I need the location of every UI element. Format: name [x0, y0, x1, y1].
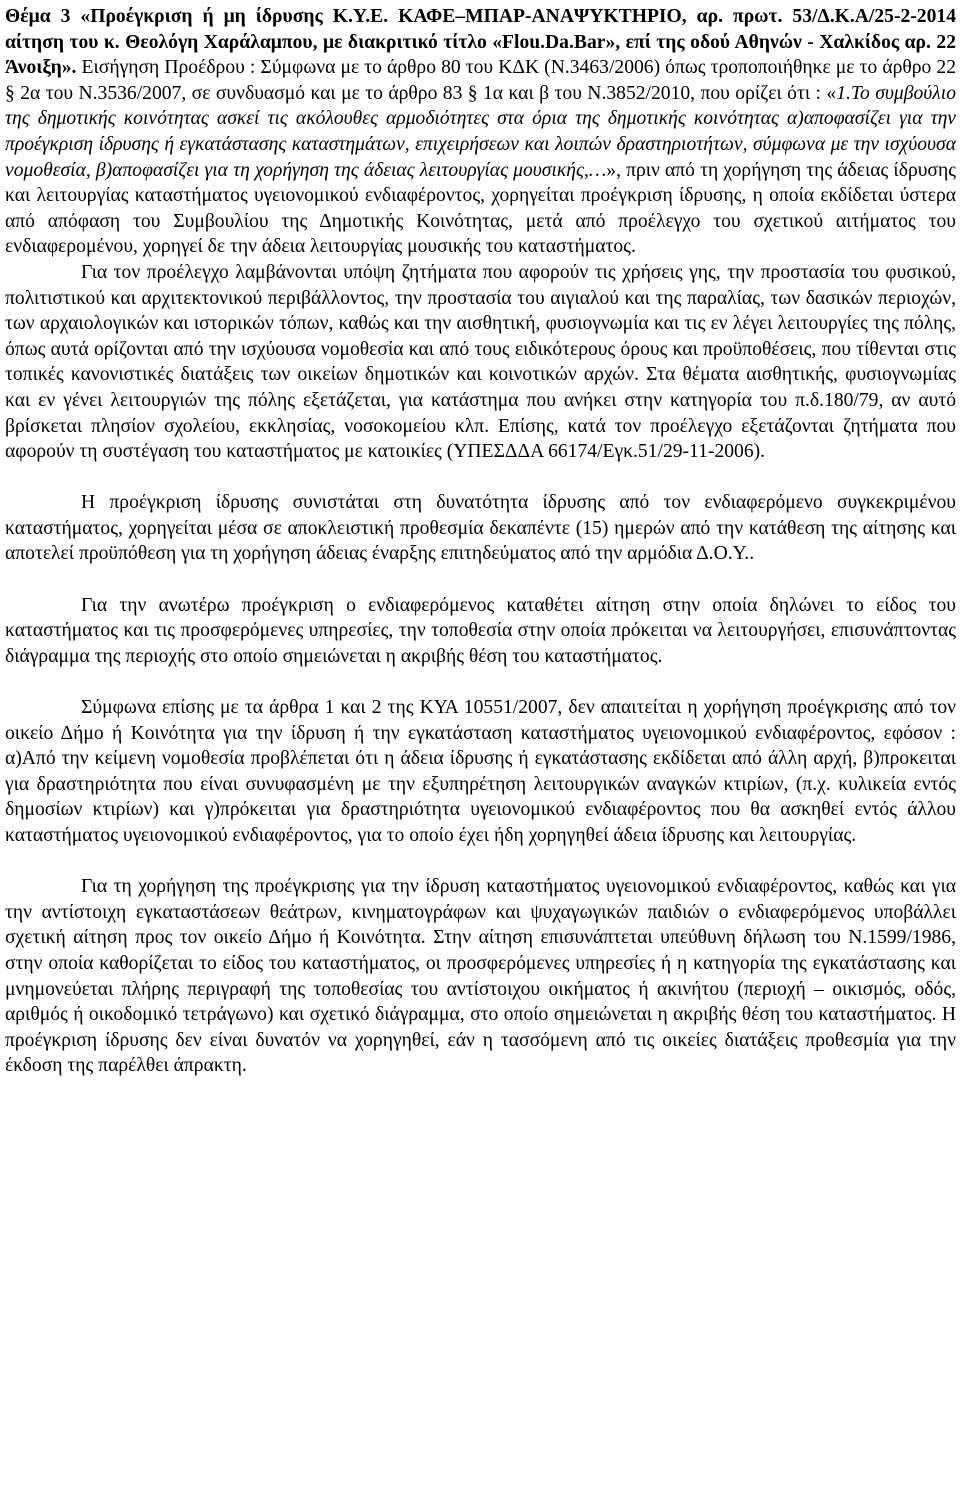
paragraph-application-requirements: Για τη χορήγηση της προέγκρισης για την ίδρυση καταστήματος υγειονομικού ενδιαφέροντος, καθώς και για την αντίστοιχη εγκαταστάσεων θεάτρων, κινηματογράφων και ψυχαγωγικών παιδιών ο ενδιαφερόμενος υποβάλλει σχετική αίτηση προς τον οικείο Δήμο ή Κοινότητα. Στην αίτηση επισυνάπτεται υπεύθυνη δήλωση του Ν.1599/1986, στην οποία καθορίζεται το είδος του καταστήματος, οι προσφερόμενες υπηρεσίες ή η κατηγορία της εγκατάστασης και μνημονεύεται πλήρης περιγραφή της τοποθεσίας του αντίστοιχου οικήματος ή ακινήτου (περιοχή – οικισμός, οδός, αριθμός ή οικοδομικό τετράγωνο) και σχετικό διάγραμμα, στο οποίο σημειώνεται η ακριβής θέση του καταστήματος. Η προέγκριση ίδρυσης δεν είναι δυνατόν να χορηγηθεί, εάν η τασσόμενη από τις οικείες διατάξεις προθεσμία για την έκδοση της παρέλθει άπρακτη.	[5, 876, 956, 1077]
paragraph-spacer	[5, 465, 956, 491]
paragraph-application-filing: Για την ανωτέρω προέγκριση ο ενδιαφερόμενος καταθέτει αίτηση στην οποία δηλώνει το είδος του καταστήματος και τις προσφερόμενες υπηρεσίες, την τοποθεσία στην οποία πρόκειται να λειτουργήσει, επισυνάπτοντας διάγραμμα της περιοχής στο οποίο σημειώνεται η ακριβής θέση του καταστήματος.	[5, 594, 956, 667]
intro-text: Εισήγηση Προέδρου : Σύμφωνα με το άρθρο 80 του ΚΔΚ (Ν.3463/2006) όπως τροποποιήθηκε με το άρθρο 22 § 2α του Ν.3536/2007, σε συνδυασμό και με το άρθρο 83 § 1α και β του Ν.3852/2010, που ορίζει ότι : «	[5, 57, 956, 104]
quoted-law-text: 1.Το συμβούλιο της δημοτικής κοινότητας ασκεί τις ακόλουθες αρμοδιότητες στα όρια της δημοτικής κοινότητας α)αποφασίζει για την προέγκριση ίδρυσης ή εγκατάστασης καταστημάτων, επιχειρήσεων και λοιπών δραστηριοτήτων, σύμφωνα με την ισχύουσα νομοθεσία, β)αποφασίζει για τη χορήγηση της άδειας λειτουργίας μουσικής,…	[5, 82, 956, 181]
paragraph-exemptions: Σύμφωνα επίσης με τα άρθρα 1 και 2 της ΚΥΑ 10551/2007, δεν απαιτείται η χορήγηση προέγκρισης από τον οικείο Δήμο ή Κοινότητα για την ίδρυση ή την εγκατάσταση καταστήματος υγειονομικού ενδιαφέροντος, εφόσον : α)Από την κείμενη νομοθεσία προβλέπεται ότι η άδεια ίδρυσης ή εγκατάστασης εκδίδεται από άλλη αρχή, β)προκειται για δραστηριότητα που είναι συνυφασμένη με την εξυπηρέτηση λειτουργικών αναγκών κτιρίων, (π.χ. κυλικεία εντός δημοσίων κτιρίων) και γ)πρόκειται για δραστηριότητα υγειονομικού ενδιαφέροντος που θα ασκηθεί εντός άλλου καταστήματος υγειονομικού ενδιαφέροντος, για το οποίο έχει ήδη χορηγηθεί άδεια ίδρυσης και λειτουργίας.	[5, 697, 956, 846]
paragraph-preapproval-definition: Η προέγκριση ίδρυσης συνιστάται στη δυνατότητα ίδρυσης από τον ενδιαφερόμενο συγκεκριμένου καταστήματος, χορηγείται μέσα σε αποκλειστική προθεσμία δεκαπέντε (15) ημερών από την κατάθεση της αίτησης και αποτελεί προϋπόθεση για τη χορήγηση άδειας έναρξης επιτηδεύματος από την αρμόδια Δ.Ο.Υ..	[5, 492, 956, 565]
subject-title: Θέμα 3 «Προέγκριση ή μη ίδρυσης Κ.Υ.Ε. ΚΑΦΕ–ΜΠΑΡ-ΑΝΑΨΥΚΤΗΡΙΟ, αρ. πρωτ. 53/Δ.Κ.Α/25-2-2014 αίτηση του κ. Θεολόγη Χαράλαμπου, με διακριτικό τίτλο «Flou.Da.Bar», επί της οδού Αθηνών - Χαλκίδος αρ. 22 Άνοιξη».	[5, 6, 956, 79]
paragraph-spacer	[5, 567, 956, 593]
paragraph-preliminary-check: Για τον προέλεγχο λαμβάνονται υπόψη ζητήματα που αφορούν τις χρήσεις γης, την προστασία του φυσικού, πολιτιστικού και αρχιτεκτονικού περιβάλλοντος, την προστασία του αιγιαλού και της παραλίας, των δασικών περιοχών, των αρχαιολογικών και ιστορικών τόπων, καθώς και την αισθητική, φυσιογνωμία και τις εν λέγει λειτουργίες της πόλης, όπως αυτά ορίζονται από την ισχύουσα νομοθεσία και από τους ειδικότερους όρους και προϋποθέσεις, που τίθενται στις τοπικές κανονιστικές διατάξεις των οικείων δημοτικών και κοινοτικών αρχών. Στα θέματα αισθητικής, φυσιογνωμίας και εν γένει λειτουργιών της πόλης εξετάζεται, για κατάστημα που ανήκει στην κατηγορία του π.δ.180/79, αν αυτό βρίσκεται πλησίον σχολείου, εκκλησίας, νοσοκομείου κλπ. Επίσης, κατά τον προέλεγχο εξετάζονται ζητήματα που αφορούν τη συστέγαση του καταστήματος με κατοικίες (ΥΠΕΣΔΔΑ 66174/Εγκ.51/29-11-2006).	[5, 261, 956, 463]
heading-paragraph	[5, 4, 956, 260]
paragraph-spacer	[5, 849, 956, 875]
paragraph-spacer	[5, 669, 956, 695]
heading-rest-text: », πριν από τη χορήγηση της άδειας ίδρυσης και λειτουργίας καταστήματος υγειονομικού ενδιαφέροντος, χορηγείται προέγκριση ίδρυσης, η οποία εκδίδεται ύστερα από απόφαση του Συμβουλίου της Δημοτικής Κοινότητας, μετά από προέλεγχο του σχετικού αιτήματος του ενδιαφερομένου, χορηγεί δε την άδεια λειτουργίας μουσικής του καταστήματος.	[5, 159, 956, 258]
